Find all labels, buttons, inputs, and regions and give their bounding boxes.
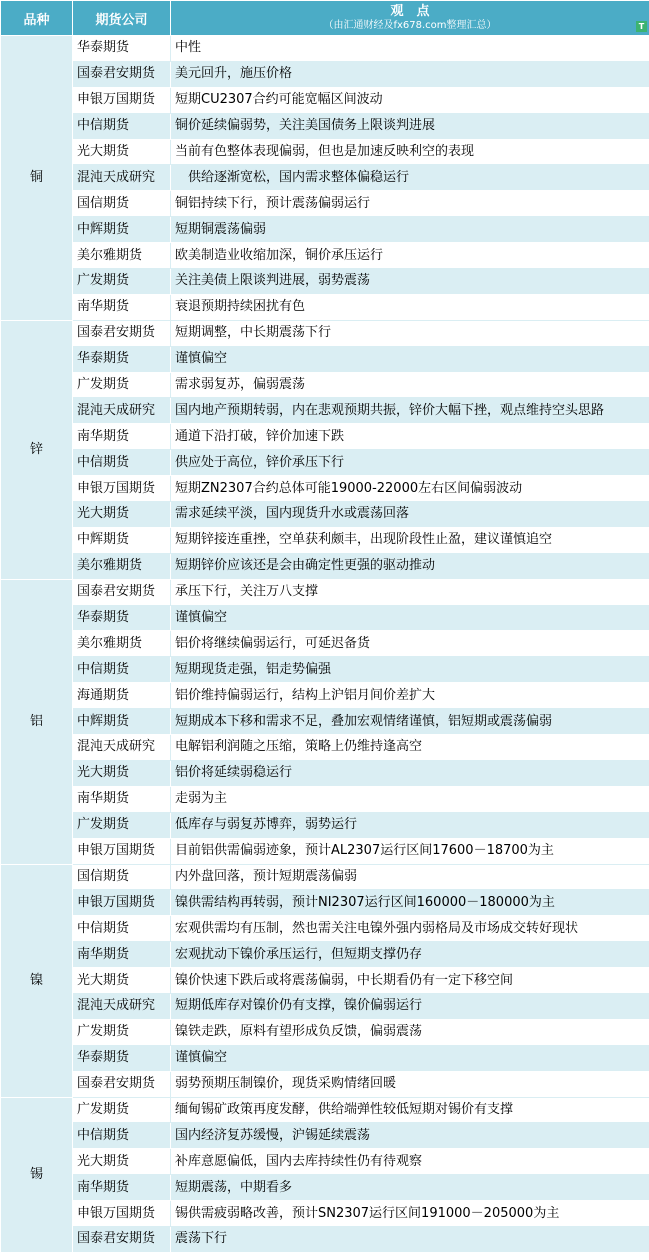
- table-row: [1, 320, 649, 346]
- table-row: [1, 735, 649, 761]
- company-cell: 华泰期货: [73, 346, 171, 372]
- table-row: [1, 968, 649, 994]
- company-cell: 中信期货: [73, 1123, 171, 1149]
- company-cell: 光大期货: [73, 760, 171, 786]
- view-cell: 谨慎偏空: [171, 605, 649, 631]
- table-row: [1, 502, 649, 528]
- view-cell: 铝价维持偏弱运行，结构上沪铝月间价差扩大: [171, 683, 649, 709]
- table-row: [1, 450, 649, 476]
- header-company: 期货公司: [73, 1, 171, 36]
- table-row: [1, 1071, 649, 1097]
- view-cell: 镍供需结构再转弱，预计NI2307运行区间160000－180000为主: [171, 890, 649, 916]
- company-cell: 混沌天成研究: [73, 735, 171, 761]
- table-row: [1, 1175, 649, 1201]
- table-row: [1, 760, 649, 786]
- company-cell: 混沌天成研究: [73, 993, 171, 1019]
- table-row: [1, 683, 649, 709]
- company-cell: 申银万国期货: [73, 890, 171, 916]
- table-row: [1, 838, 649, 864]
- table-row: [1, 269, 649, 295]
- company-cell: 美尔雅期货: [73, 243, 171, 269]
- view-cell: 承压下行，关注万八支撑: [171, 579, 649, 605]
- view-cell: 短期ZN2307合约总体可能19000-22000左右区间偏弱波动: [171, 476, 649, 502]
- view-cell: 需求弱复苏，偏弱震荡: [171, 372, 649, 398]
- company-cell: 海通期货: [73, 683, 171, 709]
- view-cell: 短期震荡，中期看多: [171, 1175, 649, 1201]
- company-cell: 南华期货: [73, 942, 171, 968]
- view-cell: 通道下沿打破，锌价加速下跌: [171, 424, 649, 450]
- table-row: [1, 61, 649, 87]
- view-cell: 铜铝持续下行，预计震荡偏弱运行: [171, 191, 649, 217]
- view-cell: 短期CU2307合约可能宽幅区间波动: [171, 87, 649, 113]
- table-row: [1, 657, 649, 683]
- table-row: [1, 864, 649, 890]
- company-cell: 申银万国期货: [73, 1201, 171, 1227]
- view-cell: 铝价将延续弱稳运行: [171, 760, 649, 786]
- company-cell: 华泰期货: [73, 36, 171, 62]
- table-body: [1, 36, 649, 1253]
- company-cell: 南华期货: [73, 424, 171, 450]
- company-cell: 广发期货: [73, 1097, 171, 1123]
- view-cell: 宏观扰动下镍价承压运行，但短期支撑仍存: [171, 942, 649, 968]
- view-cell: 中性: [171, 36, 649, 62]
- company-cell: 华泰期货: [73, 605, 171, 631]
- t-icon: T: [636, 21, 647, 32]
- table-row: [1, 605, 649, 631]
- table-row: [1, 916, 649, 942]
- header-view-title: 观 点: [390, 4, 430, 19]
- table-row: [1, 36, 649, 62]
- view-cell: 当前有色整体表现偏弱，但也是加速反映利空的表现: [171, 139, 649, 165]
- table-row: [1, 398, 649, 424]
- table-row: [1, 942, 649, 968]
- view-cell: 短期锌接连重挫，空单获利颇丰，出现阶段性止盈，建议谨慎追空: [171, 527, 649, 553]
- company-cell: 国泰君安期货: [73, 320, 171, 346]
- view-cell: 电解铝利润随之压缩，策略上仍维持逢高空: [171, 735, 649, 761]
- company-cell: 广发期货: [73, 269, 171, 295]
- company-cell: 国信期货: [73, 191, 171, 217]
- company-cell: 国泰君安期货: [73, 579, 171, 605]
- company-cell: 光大期货: [73, 502, 171, 528]
- table-row: [1, 346, 649, 372]
- table-row: [1, 579, 649, 605]
- header-view: [171, 1, 649, 36]
- view-cell: 供给逐渐宽松，国内需求整体偏稳运行: [171, 165, 649, 191]
- view-cell: 低库存与弱复苏博弈，弱势运行: [171, 812, 649, 838]
- view-cell: 欧美制造业收缩加深，铜价承压运行: [171, 243, 649, 269]
- view-cell: 短期铜震荡偏弱: [171, 217, 649, 243]
- table-row: [1, 1201, 649, 1227]
- company-cell: 国泰君安期货: [73, 1071, 171, 1097]
- company-cell: 美尔雅期货: [73, 631, 171, 657]
- variety-cell: 镍: [1, 864, 73, 1097]
- view-cell: 衰退预期持续困扰有色: [171, 294, 649, 320]
- table-row: [1, 217, 649, 243]
- table-row: [1, 1019, 649, 1045]
- company-cell: 广发期货: [73, 812, 171, 838]
- company-cell: 中辉期货: [73, 217, 171, 243]
- company-cell: 广发期货: [73, 1019, 171, 1045]
- table-row: [1, 890, 649, 916]
- company-cell: 中信期货: [73, 657, 171, 683]
- view-cell: 供应处于高位，锌价承压下行: [171, 450, 649, 476]
- view-cell: 内外盘回落，预计短期震荡偏弱: [171, 864, 649, 890]
- company-cell: 混沌天成研究: [73, 398, 171, 424]
- view-cell: 短期调整，中长期震荡下行: [171, 320, 649, 346]
- view-cell: 宏观供需均有压制，然也需关注电镍外强内弱格局及市场成交转好现状: [171, 916, 649, 942]
- view-cell: 短期现货走强，铝走势偏强: [171, 657, 649, 683]
- view-cell: 镍价快速下跌后或将震荡偏弱，中长期看仍有一定下移空间: [171, 968, 649, 994]
- company-cell: 光大期货: [73, 139, 171, 165]
- table-row: [1, 631, 649, 657]
- view-cell: 走弱为主: [171, 786, 649, 812]
- view-cell: 国内经济复苏缓慢，沪锡延续震荡: [171, 1123, 649, 1149]
- view-cell: 补库意愿偏低，国内去库持续性仍有待观察: [171, 1149, 649, 1175]
- company-cell: 中信期货: [73, 113, 171, 139]
- table-row: [1, 294, 649, 320]
- table-row: [1, 527, 649, 553]
- company-cell: 南华期货: [73, 294, 171, 320]
- view-cell: 关注美债上限谈判进展，弱势震荡: [171, 269, 649, 295]
- company-cell: 广发期货: [73, 372, 171, 398]
- company-cell: 中辉期货: [73, 709, 171, 735]
- view-cell: 美元回升，施压价格: [171, 61, 649, 87]
- table-row: [1, 139, 649, 165]
- view-cell: 铜价延续偏弱势，关注美国债务上限谈判进展: [171, 113, 649, 139]
- table-row: [1, 476, 649, 502]
- view-cell: 震荡下行: [171, 1226, 649, 1252]
- table-row: [1, 812, 649, 838]
- company-cell: 南华期货: [73, 1175, 171, 1201]
- company-cell: 光大期货: [73, 1149, 171, 1175]
- view-cell: 锡供需疲弱略改善，预计SN2307运行区间191000－205000为主: [171, 1201, 649, 1227]
- company-cell: 华泰期货: [73, 1045, 171, 1071]
- variety-cell: 锌: [1, 320, 73, 579]
- company-cell: 国信期货: [73, 864, 171, 890]
- variety-cell: 锡: [1, 1097, 73, 1252]
- table-row: [1, 709, 649, 735]
- view-cell: 短期锌价应该还是会由确定性更强的驱动推动: [171, 553, 649, 579]
- table-row: [1, 243, 649, 269]
- company-cell: 申银万国期货: [73, 87, 171, 113]
- view-cell: 缅甸锡矿政策再度发酵，供给端弹性较低短期对锡价有支撑: [171, 1097, 649, 1123]
- table-row: [1, 87, 649, 113]
- table-row: [1, 1149, 649, 1175]
- company-cell: 中辉期货: [73, 527, 171, 553]
- table-row: [1, 1097, 649, 1123]
- view-cell: 镍铁走跌，原料有望形成负反馈，偏弱震荡: [171, 1019, 649, 1045]
- view-cell: 需求延续平淡，国内现货升水或震荡回落: [171, 502, 649, 528]
- company-cell: 中信期货: [73, 450, 171, 476]
- table-row: [1, 113, 649, 139]
- company-cell: 美尔雅期货: [73, 553, 171, 579]
- table-row: [1, 424, 649, 450]
- variety-cell: 铜: [1, 36, 73, 321]
- table-row: [1, 372, 649, 398]
- company-cell: 中信期货: [73, 916, 171, 942]
- view-cell: 短期成本下移和需求不足，叠加宏观情绪谨慎，铝短期或震荡偏弱: [171, 709, 649, 735]
- view-cell: 目前铝供需偏弱迹象，预计AL2307运行区间17600－18700为主: [171, 838, 649, 864]
- view-cell: 短期低库存对镍价仍有支撑，镍价偏弱运行: [171, 993, 649, 1019]
- header-row: [1, 1, 649, 36]
- view-cell: 谨慎偏空: [171, 346, 649, 372]
- company-cell: 混沌天成研究: [73, 165, 171, 191]
- company-cell: 申银万国期货: [73, 476, 171, 502]
- view-cell: 国内地产预期转弱，内在悲观预期共振，锌价大幅下挫，观点维持空头思路: [171, 398, 649, 424]
- company-cell: 南华期货: [73, 786, 171, 812]
- company-cell: 国泰君安期货: [73, 1226, 171, 1252]
- table-row: [1, 786, 649, 812]
- view-cell: 弱势预期压制镍价，现货采购情绪回暖: [171, 1071, 649, 1097]
- header-view-source: （由汇通财经及fx678.com整理汇总）: [323, 20, 497, 31]
- view-cell: 谨慎偏空: [171, 1045, 649, 1071]
- company-cell: 光大期货: [73, 968, 171, 994]
- company-cell: 申银万国期货: [73, 838, 171, 864]
- table-row: [1, 553, 649, 579]
- table-row: [1, 993, 649, 1019]
- table-row: [1, 1123, 649, 1149]
- table-row: [1, 1045, 649, 1071]
- company-cell: 国泰君安期货: [73, 61, 171, 87]
- table-row: [1, 165, 649, 191]
- table-row: [1, 191, 649, 217]
- table-row: [1, 1226, 649, 1252]
- view-cell: 铝价将继续偏弱运行，可延迟备货: [171, 631, 649, 657]
- variety-cell: 铝: [1, 579, 73, 864]
- header-variety: 品种: [1, 1, 73, 36]
